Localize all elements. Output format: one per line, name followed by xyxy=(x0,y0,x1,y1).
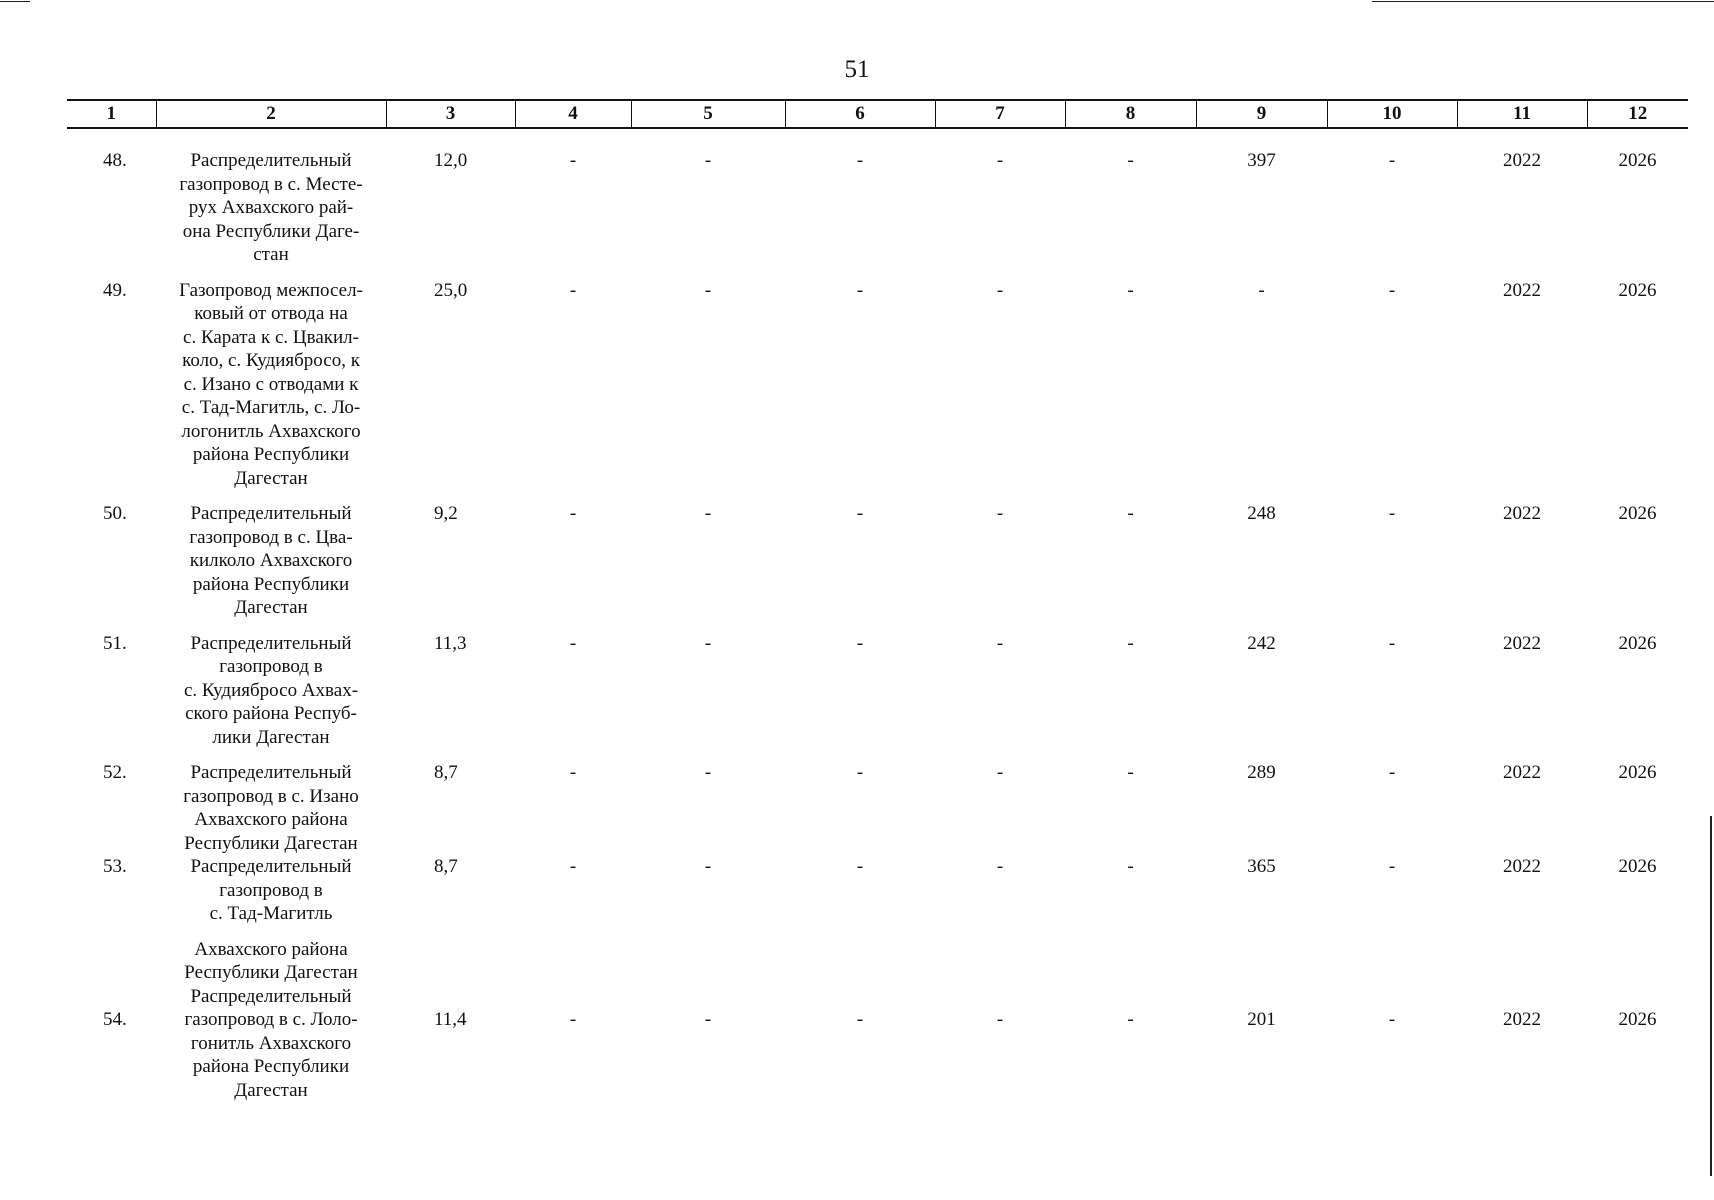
cell-col-8: - xyxy=(1127,279,1134,301)
table-row xyxy=(67,149,1688,279)
cell-col-9: - xyxy=(1258,279,1265,301)
cell-col-7: - xyxy=(996,279,1004,301)
cell-col-3: 8,7 xyxy=(434,856,458,877)
object-name: Распределительный газопровод в с. Кудиябросо Ахвах- ского района Респуб- лики Дагестан xyxy=(183,632,359,748)
cell-col-3: 11,4 xyxy=(434,1009,467,1030)
cell-col-10: - xyxy=(1388,632,1396,654)
object-name: Распределительный газопровод в с. Тад-Магитль xyxy=(190,856,352,924)
cell-col-7: - xyxy=(996,503,1004,524)
cell-col-12: 2026 xyxy=(1618,632,1657,654)
object-name: Распределительный газопровод в с. Цва- килколо Ахвахского района Республики Дагестан xyxy=(189,503,353,618)
column-header-5: 5 xyxy=(631,100,785,128)
cell-col-12: 2026 xyxy=(1618,762,1657,783)
cell-col-4: - xyxy=(569,503,577,524)
cell-col-3: 11,3 xyxy=(434,632,467,654)
column-header-6: 6 xyxy=(785,100,935,128)
table-row xyxy=(67,761,1688,855)
cell-col-9: 242 xyxy=(1247,632,1276,654)
cell-col-4: - xyxy=(569,632,577,654)
cell-col-11: 2022 xyxy=(1503,279,1541,301)
page-number: 51 xyxy=(844,56,870,83)
cell-col-12: 2026 xyxy=(1618,503,1657,524)
row-number: 49. xyxy=(103,279,127,301)
scan-edge-line-left xyxy=(0,1,30,2)
object-name: Распределительный газопровод в с. Местe- рух Ахвахского рай- она Республики Даге- стан xyxy=(179,150,363,265)
cell-col-7: - xyxy=(996,1009,1004,1030)
cell-col-5: - xyxy=(704,279,712,301)
cell-col-6: - xyxy=(856,762,864,783)
cell-col-9: 248 xyxy=(1247,503,1276,524)
cell-col-5: - xyxy=(704,1009,712,1030)
cell-col-10: - xyxy=(1388,762,1396,783)
cell-col-5: - xyxy=(704,762,712,783)
column-header-1: 1 xyxy=(67,100,156,128)
cell-col-7: - xyxy=(996,632,1004,654)
table-row xyxy=(67,502,1688,632)
cell-col-8: - xyxy=(1127,150,1134,171)
cell-col-6: - xyxy=(856,1009,864,1030)
cell-col-11: 2022 xyxy=(1503,762,1541,783)
scan-edge-line-right xyxy=(1372,1,1714,2)
object-name: Распределительный газопровод в с. Изано Ахвахского района Республики Дагестан xyxy=(183,762,359,854)
cell-col-5: - xyxy=(704,632,712,654)
table-spacer-row xyxy=(67,128,1688,149)
cell-col-10: - xyxy=(1388,150,1396,171)
cell-col-7: - xyxy=(996,856,1004,877)
column-header-9: 9 xyxy=(1196,100,1327,128)
cell-col-11: 2022 xyxy=(1503,1009,1541,1030)
cell-col-5: - xyxy=(704,856,712,877)
cell-col-5: - xyxy=(704,503,712,524)
column-header-11: 11 xyxy=(1457,100,1587,128)
column-header-4: 4 xyxy=(515,100,631,128)
cell-col-6: - xyxy=(856,856,864,877)
cell-col-12: 2026 xyxy=(1618,856,1657,877)
cell-col-11: 2022 xyxy=(1503,150,1541,171)
cell-col-3: 9,2 xyxy=(434,503,458,524)
cell-col-4: - xyxy=(569,762,577,783)
cell-col-8: - xyxy=(1127,762,1134,783)
cell-col-10: - xyxy=(1388,503,1396,524)
cell-col-9: 365 xyxy=(1247,856,1276,877)
cell-col-12: 2026 xyxy=(1618,1009,1657,1030)
object-name: Ахвахского района Республики Дагестан Распределительный газопровод в с. Лоло- гонитль Ахвахского района Республики Дагестан xyxy=(184,938,358,1101)
cell-col-3: 25,0 xyxy=(434,279,468,301)
row-number: 50. xyxy=(103,503,127,524)
row-number: 52. xyxy=(103,762,127,783)
data-table xyxy=(67,99,1688,1102)
cell-col-10: - xyxy=(1388,1009,1396,1030)
cell-col-12: 2026 xyxy=(1618,150,1657,171)
cell-col-8: - xyxy=(1127,503,1134,524)
cell-col-7: - xyxy=(996,762,1004,783)
cell-col-9: 201 xyxy=(1247,1009,1276,1030)
cell-col-5: - xyxy=(704,150,712,171)
cell-col-8: - xyxy=(1127,1009,1134,1030)
cell-col-8: - xyxy=(1127,856,1134,877)
cell-col-4: - xyxy=(569,279,577,301)
cell-col-4: - xyxy=(569,856,577,877)
cell-col-6: - xyxy=(856,632,864,654)
cell-col-10: - xyxy=(1388,279,1396,301)
row-number: 51. xyxy=(103,632,127,654)
scan-edge-line-side xyxy=(1710,816,1712,1176)
row-number: 53. xyxy=(103,856,127,877)
cell-col-9: 289 xyxy=(1247,762,1276,783)
column-header-8: 8 xyxy=(1065,100,1196,128)
row-number: 48. xyxy=(103,150,127,171)
column-header-12: 12 xyxy=(1587,100,1688,128)
cell-col-4: - xyxy=(569,150,577,171)
table-header-row xyxy=(67,100,1688,128)
column-header-10: 10 xyxy=(1327,100,1457,128)
cell-col-10: - xyxy=(1388,856,1396,877)
table-row xyxy=(67,279,1688,503)
cell-col-11: 2022 xyxy=(1503,856,1541,877)
table-row xyxy=(67,855,1688,938)
table-row xyxy=(67,632,1688,762)
column-header-3: 3 xyxy=(386,100,515,128)
cell-col-9: 397 xyxy=(1247,150,1276,171)
cell-col-4: - xyxy=(569,1009,577,1030)
row-number: 54. xyxy=(103,1009,127,1030)
table-row xyxy=(67,938,1688,1103)
cell-col-12: 2026 xyxy=(1618,279,1657,301)
column-header-2: 2 xyxy=(156,100,386,128)
cell-col-8: - xyxy=(1127,632,1134,654)
cell-col-6: - xyxy=(856,503,864,524)
cell-col-11: 2022 xyxy=(1503,503,1541,524)
cell-col-11: 2022 xyxy=(1503,632,1541,654)
cell-col-6: - xyxy=(856,279,864,301)
cell-col-3: 8,7 xyxy=(434,762,458,783)
column-header-7: 7 xyxy=(935,100,1065,128)
object-name: Газопровод межпосел- ковый от отвода на с. Карата к с. Цвакил- коло, с. Кудиябросо, к с. Изано с отводами к с. Тад-Магитль, с. Ло- логонитль Ахвахского района Республики Дагестан xyxy=(179,279,363,489)
cell-col-7: - xyxy=(996,150,1004,171)
cell-col-6: - xyxy=(856,150,864,171)
cell-col-3: 12,0 xyxy=(434,150,468,171)
